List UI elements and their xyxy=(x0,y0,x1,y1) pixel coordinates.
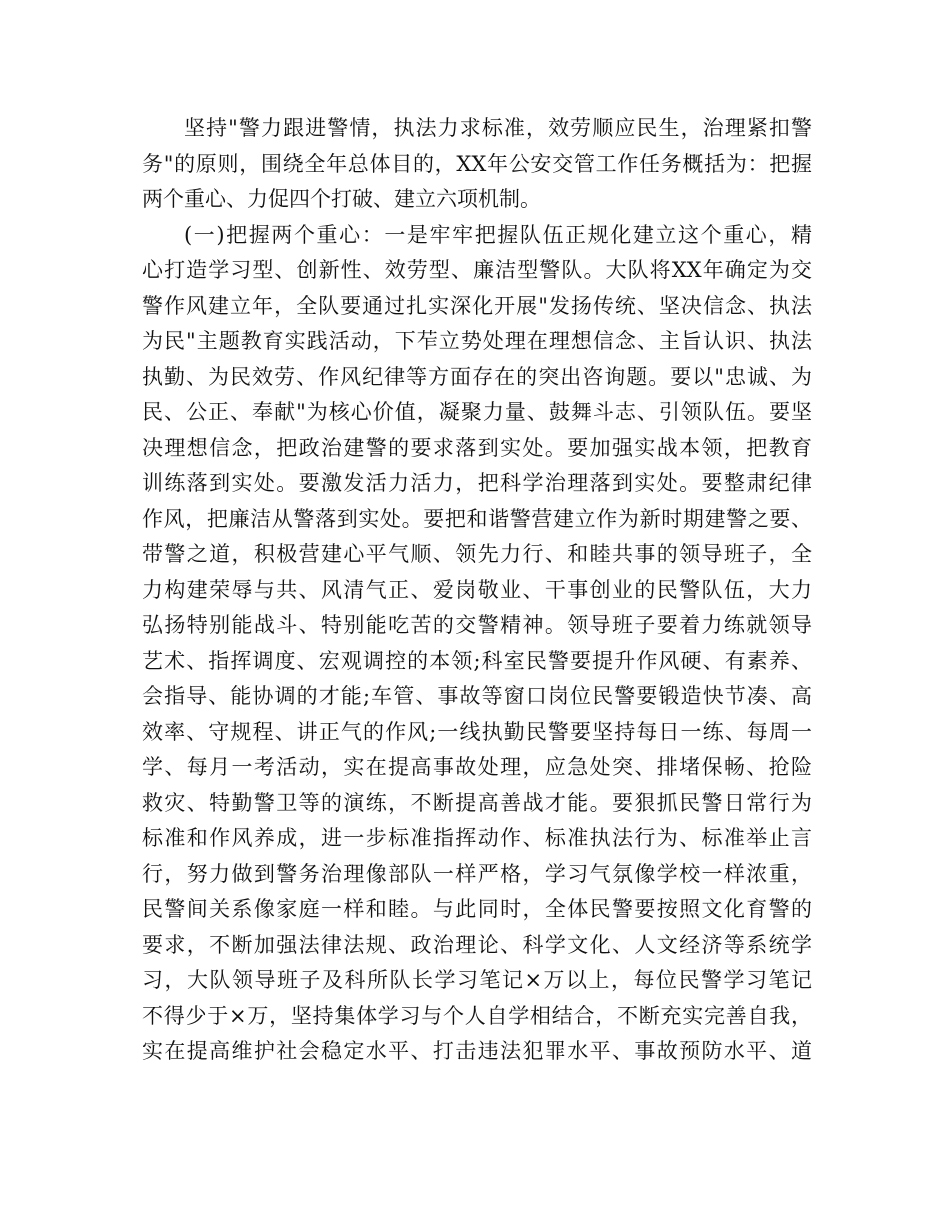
paragraph-line: 执勤、为民效劳、作风纪律等方面存在的突出咨询题。要以"忠诚、为 xyxy=(142,364,812,389)
paragraph-line: 带警之道，积极营建心平气顺、领先力行、和睦共事的领导班子，全 xyxy=(142,542,812,566)
paragraph-line: 救灾、特勤警卫等的演练，不断提高善战才能。要狠抓民警日常行为 xyxy=(142,790,812,815)
paragraph-line: 会指导、能协调的才能;车管、事故等窗口岗位民警要锻造快节凑、高 xyxy=(142,684,812,708)
paragraph-line: 实在提高维护社会稳定水平、打击违法犯罪水平、事故预防水平、道 xyxy=(142,1039,812,1063)
paragraph-line: 艺术、指挥调度、宏观调控的本领;科室民警要提升作风硬、有素养、 xyxy=(142,648,812,673)
paragraph-line: 心打造学习型、创新性、效劳型、廉洁型警队。大队将XX年确定为交 xyxy=(142,258,812,282)
paragraph-line: 为民"主题教育实践活动，下苲立势处理在理想信念、主旨认识、执法 xyxy=(142,329,812,353)
paragraph-line: 不得少于×万，坚持集体学习与个人自学相结合，不断充实完善自我， xyxy=(142,1003,812,1028)
paragraph-line: 力构建荣辱与共、风清气正、爱岗敬业、干事创业的民警队伍，大力 xyxy=(142,577,812,602)
paragraph-line: 决理想信念，把政治建警的要求落到实处。要加强实战本领，把教育 xyxy=(142,435,812,460)
paragraph-line: 民、公正、奉献"为核心价值，凝聚力量、鼓舞斗志、引领队伍。要坚 xyxy=(142,400,812,424)
paragraph-line: 标准和作风养成，进一步标准指挥动作、标准执法行为、标准举止言 xyxy=(142,826,812,850)
paragraph-line: 民警间关系像家庭一样和睦。与此同时，全体民警要按照文化育警的 xyxy=(142,897,812,921)
paragraph-line: 学、每月一考活动，实在提高事故处理，应急处突、排堵保畅、抢险 xyxy=(142,755,812,779)
paragraph-line: (一)把握两个重心：一是牢牢把握队伍正规化建立这个重心，精 xyxy=(184,222,812,247)
paragraph-line: 两个重心、力促四个打破、建立六项机制。 xyxy=(142,187,541,211)
paragraph-line: 弘扬特别能战斗、特别能吃苦的交警精神。领导班子要着力练就领导 xyxy=(142,613,812,637)
paragraph-line: 习，大队领导班子及科所队长学习笔记×万以上，每位民警学习笔记 xyxy=(142,968,812,992)
paragraph-line: 作风，把廉洁从警落到实处。要把和谐警营建立作为新时期建警之要、 xyxy=(142,506,812,531)
paragraph-line: 警作风建立年，全队要通过扎实深化开展"发扬传统、坚决信念、执法 xyxy=(142,293,812,318)
paragraph-line: 坚持"警力跟进警情，执法力求标准，效劳顺应民生，治理紧扣警 xyxy=(184,116,812,140)
body-text xyxy=(142,111,812,1070)
paragraph-line: 效率、守规程、讲正气的作风;一线执勤民警要坚持每日一练、每周一 xyxy=(142,719,812,744)
paragraph-line: 务"的原则，围绕全年总体目的，XX年公安交管工作任务概括为：把握 xyxy=(142,151,812,176)
paragraph-line: 行，努力做到警务治理像部队一样严格，学习气氛像学校一样浓重， xyxy=(142,861,812,886)
paragraph-line: 要求，不断加强法律法规、政治理论、科学文化、人文经济等系统学 xyxy=(142,932,812,957)
paragraph-line: 训练落到实处。要激发活力活力，把科学治理落到实处。要整肃纪律 xyxy=(142,471,812,495)
